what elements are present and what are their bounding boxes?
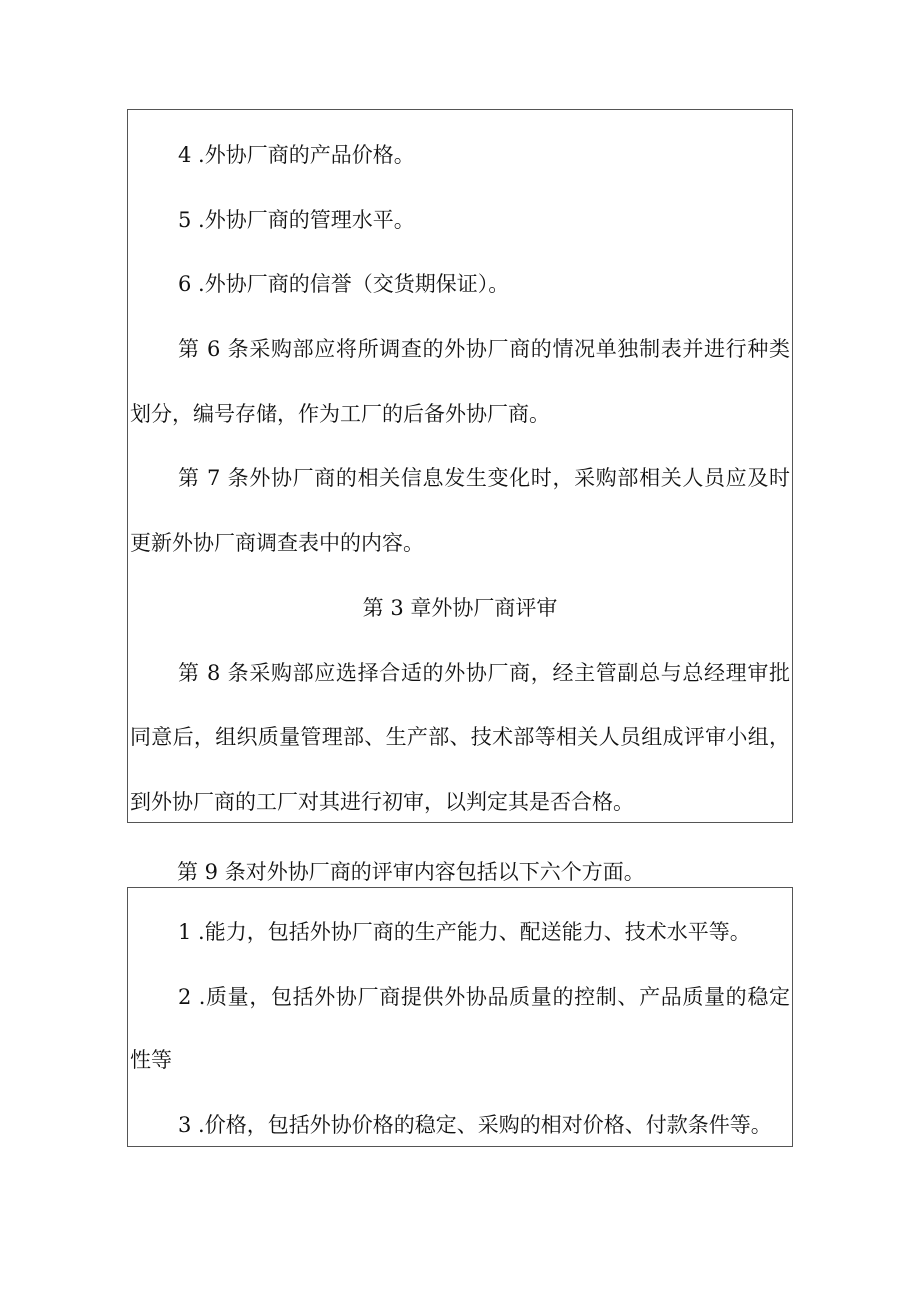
list-item-6: 6 .外协厂商的信誉（交货期保证）。 (178, 272, 510, 296)
list-item-3: 3 .价格，包括外协价格的稳定、采购的相对价格、付款条件等。 (178, 1113, 772, 1137)
list-item-2-line-1: 2 .质量，包括外协厂商提供外协品质量的控制、产品质量的稳定 (178, 985, 790, 1009)
chapter-3-heading: 第 3 章外协厂商评审 (362, 596, 558, 620)
article-7-line-1: 第 7 条外协厂商的相关信息发生变化时，采购部相关人员应及时 (178, 466, 790, 490)
article-8-line-2: 同意后，组织质量管理部、生产部、技术部等相关人员组成评审小组， (130, 725, 790, 749)
content-box-2 (127, 887, 793, 1147)
content-box-1 (127, 109, 793, 823)
list-item-1: 1 .能力，包括外协厂商的生产能力、配送能力、技术水平等。 (178, 920, 751, 944)
list-item-2-line-2: 性等 (130, 1048, 172, 1072)
list-item-5: 5 .外协厂商的管理水平。 (178, 208, 415, 232)
article-6-line-1: 第 6 条采购部应将所调查的外协厂商的情况单独制表并进行种类 (178, 337, 790, 361)
article-8-line-1: 第 8 条采购部应选择合适的外协厂商，经主管副总与总经理审批 (178, 661, 790, 685)
article-9-intro: 第 9 条对外协厂商的评审内容包括以下六个方面。 (177, 860, 645, 884)
article-7-line-2: 更新外协厂商调查表中的内容。 (130, 531, 424, 555)
list-item-4: 4 .外协厂商的产品价格。 (178, 143, 415, 167)
article-8-line-3: 到外协厂商的工厂对其进行初审，以判定其是否合格。 (130, 790, 634, 814)
article-6-line-2: 划分，编号存储，作为工厂的后备外协厂商。 (130, 402, 550, 426)
